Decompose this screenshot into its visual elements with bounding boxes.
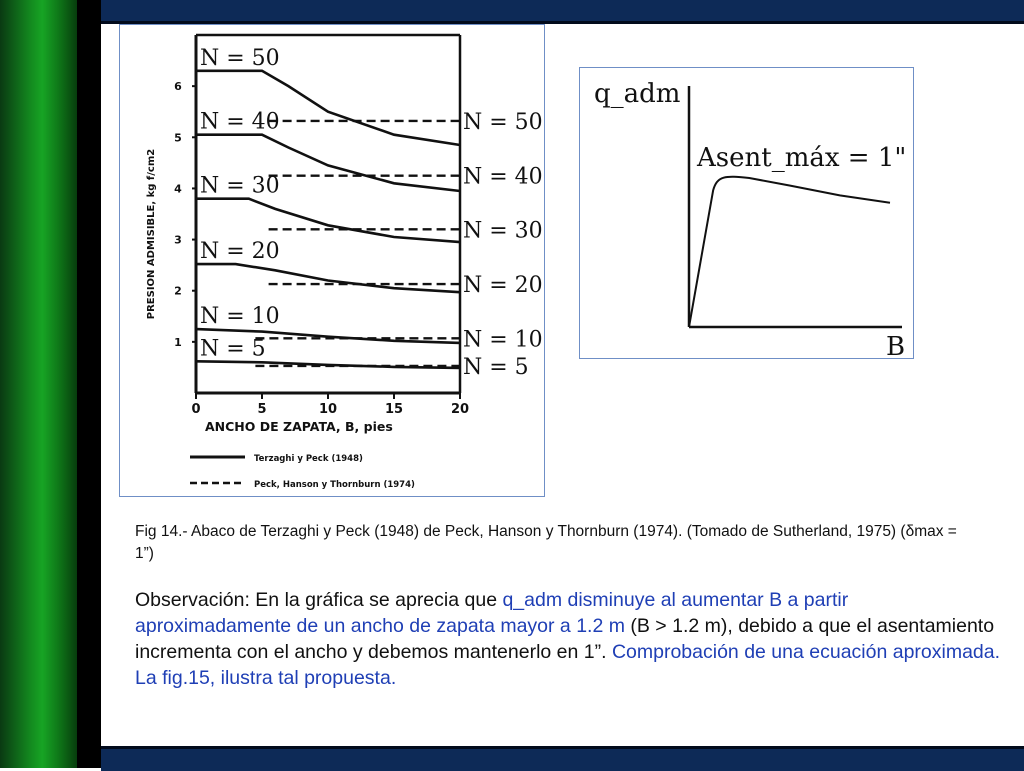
figure-15-chart — [580, 68, 913, 358]
legend-item-terzaghi: Terzaghi y Peck (1948) — [254, 454, 363, 464]
chart2-x-label: B — [886, 332, 906, 358]
figure-14-chart — [120, 25, 544, 496]
chart1-series-label-left: N = 5 — [200, 336, 266, 362]
observation-intro: Observación: En la gráfica se aprecia que — [135, 589, 503, 611]
chart1-x-tick-label: 0 — [191, 402, 201, 417]
chart1-series-solid-line — [196, 199, 460, 242]
chart1-x-ticks — [191, 393, 469, 417]
chart1-series-label-right: N = 40 — [463, 164, 543, 190]
chart2-curve — [689, 177, 890, 327]
chart1-y-tick-label: 4 — [174, 182, 182, 196]
chart1-series-label-right: N = 10 — [463, 327, 543, 353]
chart1-legend — [190, 454, 415, 490]
caption-text: Fig 14.- Abaco de Terzaghi y Peck (1948) de Peck, Hanson y Thornburn (1974). (Tomado de Sutherland, 1975) ( — [135, 523, 906, 540]
chart1-series-label-right: N = 5 — [463, 354, 529, 380]
chart1-y-tick-label: 5 — [174, 131, 182, 145]
legend-item-peck: Peck, Hanson y Thornburn (1974) — [254, 480, 415, 490]
chart1-x-tick-label: 5 — [257, 402, 267, 417]
chart1-series-label-left: N = 30 — [200, 173, 280, 199]
chart1-y-label: PRESION ADMISIBLE, kg f/cm2 — [146, 148, 157, 320]
chart1-series-label-right: N = 50 — [463, 109, 543, 135]
chart1-x-tick-label: 10 — [318, 402, 338, 417]
chart1-series-label-left: N = 40 — [200, 109, 280, 135]
chart1-x-tick-label: 15 — [384, 402, 404, 417]
observation-paragraph — [135, 587, 1005, 691]
top-bar — [101, 0, 1024, 24]
chart1-series-label-left: N = 20 — [200, 239, 280, 265]
chart1-x-label: ANCHO DE ZAPATA, B, pies — [205, 419, 393, 434]
chart1-x-tick-label: 20 — [450, 402, 470, 417]
figure-14-frame — [119, 24, 545, 497]
chart1-series-label-left: N = 50 — [200, 45, 280, 71]
chart2-annotation: Asent_máx = 1" — [697, 143, 907, 173]
chart1-n-labels — [200, 46, 543, 380]
observation-highlight-1: q_adm disminuye al aumentar B a partir aproximadamente de un ancho de zapata mayor a 1.2 m — [135, 589, 849, 637]
sidebar-gradient — [0, 0, 77, 768]
observation-highlight-2: Comprobación de una ecuación aproximada. La fig.15, ilustra tal propuesta. — [135, 641, 1001, 689]
chart2-y-label: q_adm — [594, 79, 681, 109]
caption-text-end: max = 1”) — [135, 523, 957, 562]
figure-caption — [135, 521, 975, 565]
chart1-y-tick-label: 6 — [174, 80, 182, 94]
chart1-series-label-right: N = 20 — [463, 273, 543, 299]
chart1-series-solid-line — [196, 264, 460, 292]
chart1-series-label-left: N = 10 — [200, 304, 280, 330]
sidebar-shadow — [77, 0, 101, 768]
chart1-y-tick-label: 2 — [174, 284, 182, 298]
chart1-y-tick-label: 1 — [174, 335, 182, 349]
figure-15-frame — [579, 67, 914, 359]
chart1-series-label-right: N = 30 — [463, 218, 543, 244]
chart1-y-ticks — [174, 80, 196, 349]
caption-delta-symbol: δ — [905, 523, 915, 540]
bottom-bar — [101, 746, 1024, 771]
chart1-y-tick-label: 3 — [174, 233, 182, 247]
observation-middle: (B > 1.2 m), debido a que el asentamiento incrementa con el ancho y debemos mantenerlo en 1”. — [135, 615, 995, 663]
